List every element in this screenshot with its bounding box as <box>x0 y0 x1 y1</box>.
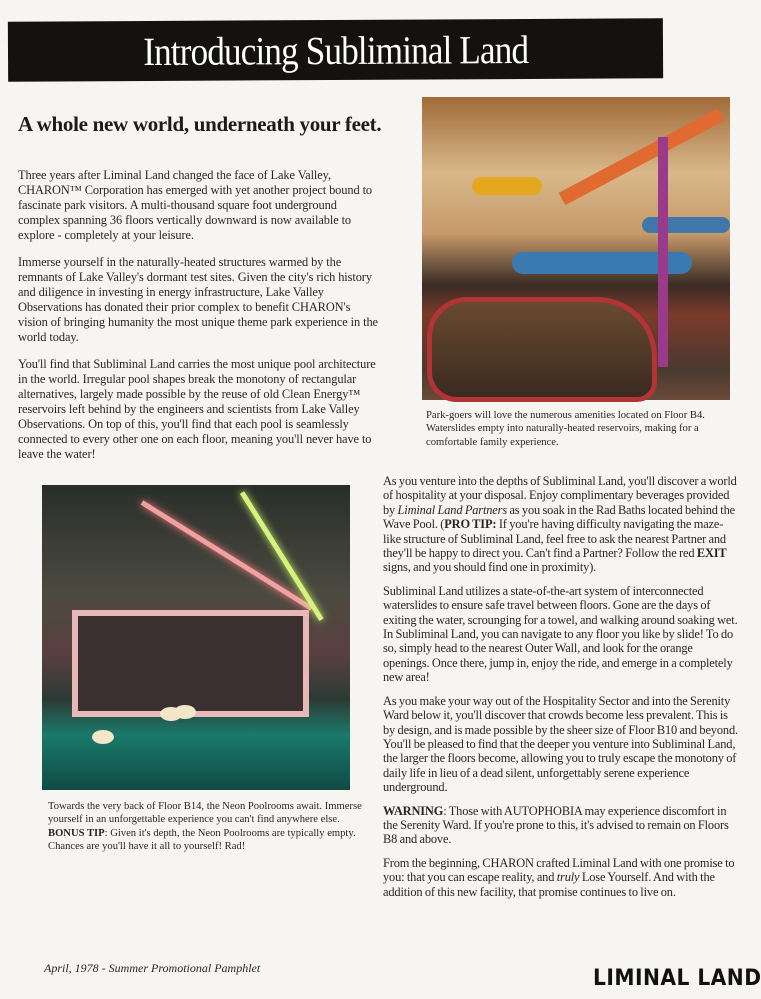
paragraph: Three years after Liminal Land changed the face of Lake Valley, CHARON™ Corporation has emerged with yet another project bound to fascinate park visitors. A multi-thousand square foot underground complex spanning 36 floors vertically downward is now available to explore - completely at your leisure. <box>18 168 373 242</box>
pillar <box>658 137 668 367</box>
neon-poolroom-photo <box>42 485 350 790</box>
text: : Those with AUTOPHOBIA may experience discomfort in the Serenity Ward. If you're prone to this, it's advised to remain on Floors B8 and above. <box>383 803 729 847</box>
page-title: Introducing Subliminal Land <box>142 26 529 74</box>
paragraph <box>383 474 741 575</box>
text: signs, and you should find one in proximity). <box>383 560 597 575</box>
text: If you're having difficulty navigating the maze-like structure of Subliminal Land, feel free to ask the nearest Partner and they'll be happy to direct you. Can't find a Partner? Follow the red <box>383 517 726 561</box>
text-italic: truly <box>556 870 580 885</box>
paragraph: You'll find that Subliminal Land carries the most unique pool architecture in the world. Irregular pool shapes break the monotony of rectangular alternatives, largely made possible by the reuse of old Clean Energy™ reservoirs left behind by the engineers and scientists from Lake Valley Observations. On top of this, you'll find that each pool is seamlessly connected to every other one on each floor, meaning you'll never have to leave the water! <box>18 357 376 461</box>
left-column <box>18 168 380 474</box>
blue-slide <box>642 217 730 233</box>
pool <box>427 297 657 402</box>
poolroom <box>72 610 309 717</box>
float-ball <box>174 705 196 719</box>
warning-label: WARNING <box>383 803 444 818</box>
text: As you venture into the depths of Subliminal Land, you'll discover a world of hospitality at your disposal. Enjoy complimentary beverages provided by <box>383 474 737 517</box>
paragraph: Immerse yourself in the naturally-heated structures warmed by the remnants of Lake Valley's dormant test sites. Given the city's rich history and diligence in investing in energy infrastructure, Lake Valley Observations has donated their prior complex to benefit CHARON's vision of bringing humanity the most unique theme park experience in the world today. <box>18 255 378 344</box>
right-column <box>383 474 741 908</box>
text: Lose Yourself. And with the addition of this new facility, that promise continues to live on. <box>383 870 715 899</box>
title-banner <box>8 18 663 81</box>
ceiling-beam <box>559 108 725 205</box>
footer-date: April, 1978 - Summer Promotional Pamphlet <box>44 961 261 975</box>
neon-light <box>141 500 313 610</box>
caption-text: : Given it's depth, the Neon Poolrooms are typically empty. Chances are you'll have it all to yourself! Rad! <box>48 827 356 853</box>
photo2-caption <box>48 800 374 854</box>
paragraph: Subliminal Land utilizes a state-of-the-art system of interconnected waterslides to ensure safe travel between floors. Gone are the days of exiting the water, scrounging for a towel, and walking around soaking wet. In Subliminal Land, you can navigate to any floor you like by slide! To do so, simply head to the nearest Outer Wall, and look for the orange openings. Once there, jump in, enjoy the ride, and emerge in a completely new area! <box>383 583 738 685</box>
paragraph: As you make your way out of the Hospitality Sector and into the Serenity Ward below it, you'll discover that crowds become less prevalent. This is by design, and is made possible by the sheer size of Floor B10 and beyond. You'll be pleased to find that the deeper you venture into Subliminal Land, the larger the floors become, allowing you to truly escape the monotony of daily life in lieu of a dead silent, unforgettably serene experience underground. <box>383 693 738 795</box>
text: as you soak in the Rad Baths located behind the Wave Pool. ( <box>383 502 735 532</box>
float-ball <box>92 730 114 744</box>
headline: A whole new world, underneath your feet. <box>18 112 382 136</box>
liminal-land-logo: LIMINAL LAND <box>593 966 761 991</box>
waterslide-pool-photo <box>422 97 730 400</box>
bonus-tip-label: BONUS TIP <box>48 827 105 839</box>
paragraph <box>383 856 741 899</box>
neon-light <box>240 491 324 621</box>
exit-label: EXIT <box>696 546 727 561</box>
paragraph <box>383 804 741 847</box>
caption-text: Towards the very back of Floor B14, the Neon Poolrooms await. Immerse yourself in an unforgettable experience you can't find anywhere else. <box>48 801 362 826</box>
yellow-slide <box>472 177 542 195</box>
photo1-caption: Park-goers will love the numerous amenities located on Floor B4. Waterslides empty into naturally-heated reservoirs, making for a comfortable family experience. <box>426 410 705 448</box>
text: From the beginning, CHARON crafted Liminal Land with one promise to you: that you can escape reality, and <box>383 855 735 885</box>
text-italic: Liminal Land Partners <box>397 502 507 517</box>
pro-tip-label: PRO TIP: <box>444 517 497 532</box>
